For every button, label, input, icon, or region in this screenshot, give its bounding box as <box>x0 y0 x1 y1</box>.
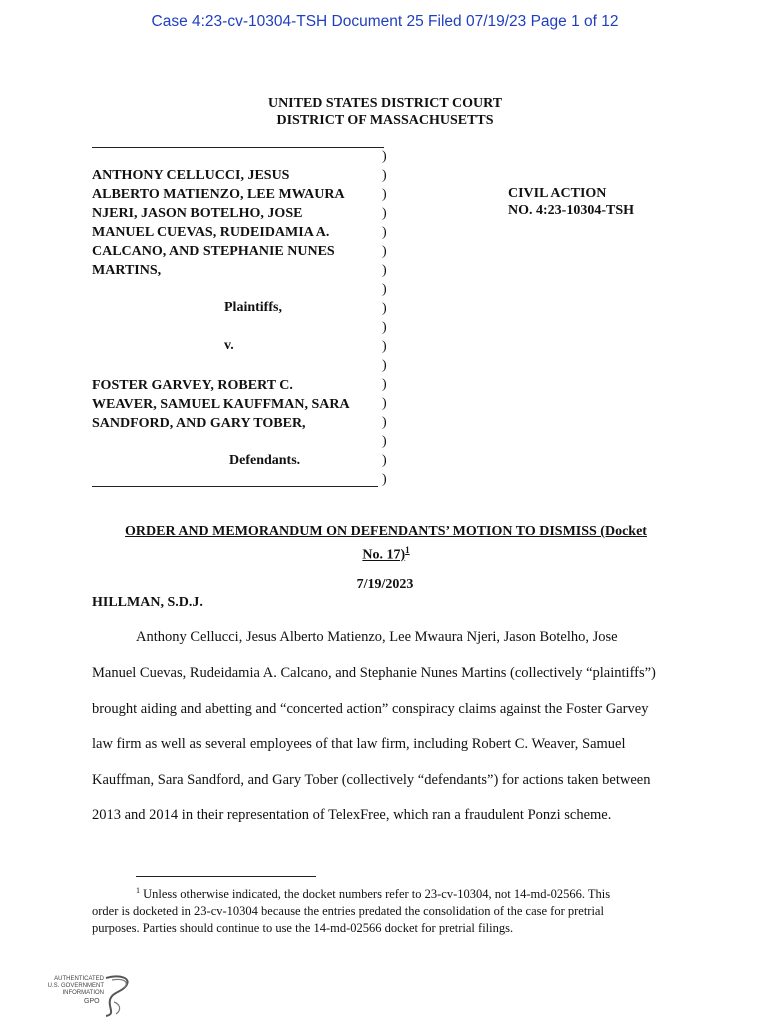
footnote <box>92 882 680 937</box>
footnote-rule <box>136 876 316 877</box>
caption-paren: ) <box>382 377 387 392</box>
versus-label: v. <box>224 338 234 353</box>
caption-paren: ) <box>382 434 387 449</box>
case-header-stamp: Case 4:23-cv-10304-TSH Document 25 Filed 07/19/23 Page 1 of 12 <box>151 13 619 30</box>
seal-text: AUTHENTICATED <box>54 976 104 982</box>
case-number: NO. 4:23-10304-TSH <box>508 203 634 218</box>
caption-paren: ) <box>382 149 387 164</box>
plaintiffs-names <box>92 166 382 280</box>
plaintiff-line: CALCANO, AND STEPHANIE NUNES <box>92 244 335 259</box>
defendants-label: Defendants. <box>229 453 301 468</box>
paragraph-line: Manuel Cuevas, Rudeidamia A. Calcano, and Stephanie Nunes Martins (collectively “plaintiffs”) <box>92 665 656 681</box>
caption-paren: ) <box>382 263 387 278</box>
caption-paren-column <box>382 147 394 489</box>
defendant-line: SANDFORD, AND GARY TOBER, <box>92 416 306 431</box>
paragraph-line: 2013 and 2014 in their representation of TelexFree, which ran a fraudulent Ponzi scheme. <box>92 807 612 823</box>
caption-paren: ) <box>382 339 387 354</box>
paragraph-line: Anthony Cellucci, Jesus Alberto Matienzo, Lee Mwaura Njeri, Jason Botelho, Jose <box>136 629 618 645</box>
order-date: 7/19/2023 <box>356 577 414 592</box>
judge-name: HILLMAN, S.D.J. <box>92 595 203 610</box>
caption-paren: ) <box>382 320 387 335</box>
order-title-line1: ORDER AND MEMORANDUM ON DEFENDANTS’ MOTION TO DISMISS (Docket <box>125 524 647 539</box>
caption-paren: ) <box>382 301 387 316</box>
caption-paren: ) <box>382 206 387 221</box>
paragraph-line: Kauffman, Sara Sandford, and Gary Tober (collectively “defendants”) for actions taken between <box>92 772 651 788</box>
footnote-line: Unless otherwise indicated, the docket numbers refer to 23-cv-10304, not 14-md-02566. This <box>140 887 611 902</box>
eagle-icon <box>40 972 140 1018</box>
footnote-line: purposes. Parties should continue to use the 14-md-02566 docket for pretrial filings. <box>92 921 514 936</box>
caption-bottom-rule <box>92 486 378 487</box>
caption-paren: ) <box>382 453 387 468</box>
seal-text: INFORMATION <box>62 990 104 996</box>
gpo-authentication-seal <box>40 972 140 1018</box>
paragraph-line: brought aiding and abetting and “concerted action” conspiracy claims against the Foster Garvey <box>92 701 649 717</box>
caption-top-rule <box>92 147 384 148</box>
caption-paren: ) <box>382 358 387 373</box>
plaintiff-line: MARTINS, <box>92 263 162 278</box>
footnote-line: order is docketed in 23-cv-10304 because the entries predated the consolidation of the case for pretrial <box>92 904 604 919</box>
order-title-line2: No. 17) <box>362 547 406 563</box>
caption-paren: ) <box>382 396 387 411</box>
plaintiff-line: NJERI, JASON BOTELHO, JOSE <box>92 206 303 221</box>
caption-paren: ) <box>382 472 387 487</box>
seal-text: U.S. GOVERNMENT <box>47 983 104 989</box>
plaintiff-line: ALBERTO MATIENZO, LEE MWAURA <box>92 187 345 202</box>
court-name: UNITED STATES DISTRICT COURT <box>267 96 503 111</box>
gpo-mark: GPO <box>84 998 100 1005</box>
defendant-line: WEAVER, SAMUEL KAUFFMAN, SARA <box>92 397 350 412</box>
caption-paren: ) <box>382 168 387 183</box>
footnote-reference: 1 <box>405 545 410 555</box>
court-district: DISTRICT OF MASSACHUSETTS <box>276 113 494 128</box>
plaintiffs-label: Plaintiffs, <box>224 300 282 315</box>
caption-paren: ) <box>382 415 387 430</box>
caption-paren: ) <box>382 187 387 202</box>
caption-paren: ) <box>382 244 387 259</box>
plaintiff-line: MANUEL CUEVAS, RUDEIDAMIA A. <box>92 225 330 240</box>
caption-paren: ) <box>382 282 387 297</box>
order-title <box>92 522 680 565</box>
plaintiff-line: ANTHONY CELLUCCI, JESUS <box>92 168 290 183</box>
opening-paragraph <box>92 629 680 829</box>
civil-action-label: CIVIL ACTION <box>508 186 607 201</box>
paragraph-line: law firm as well as several employees of that law firm, including Robert C. Weaver, Samuel <box>92 736 626 752</box>
defendants-names <box>92 376 382 433</box>
defendant-line: FOSTER GARVEY, ROBERT C. <box>92 378 293 393</box>
caption-paren: ) <box>382 225 387 240</box>
footnote-number: 1 <box>136 886 140 895</box>
